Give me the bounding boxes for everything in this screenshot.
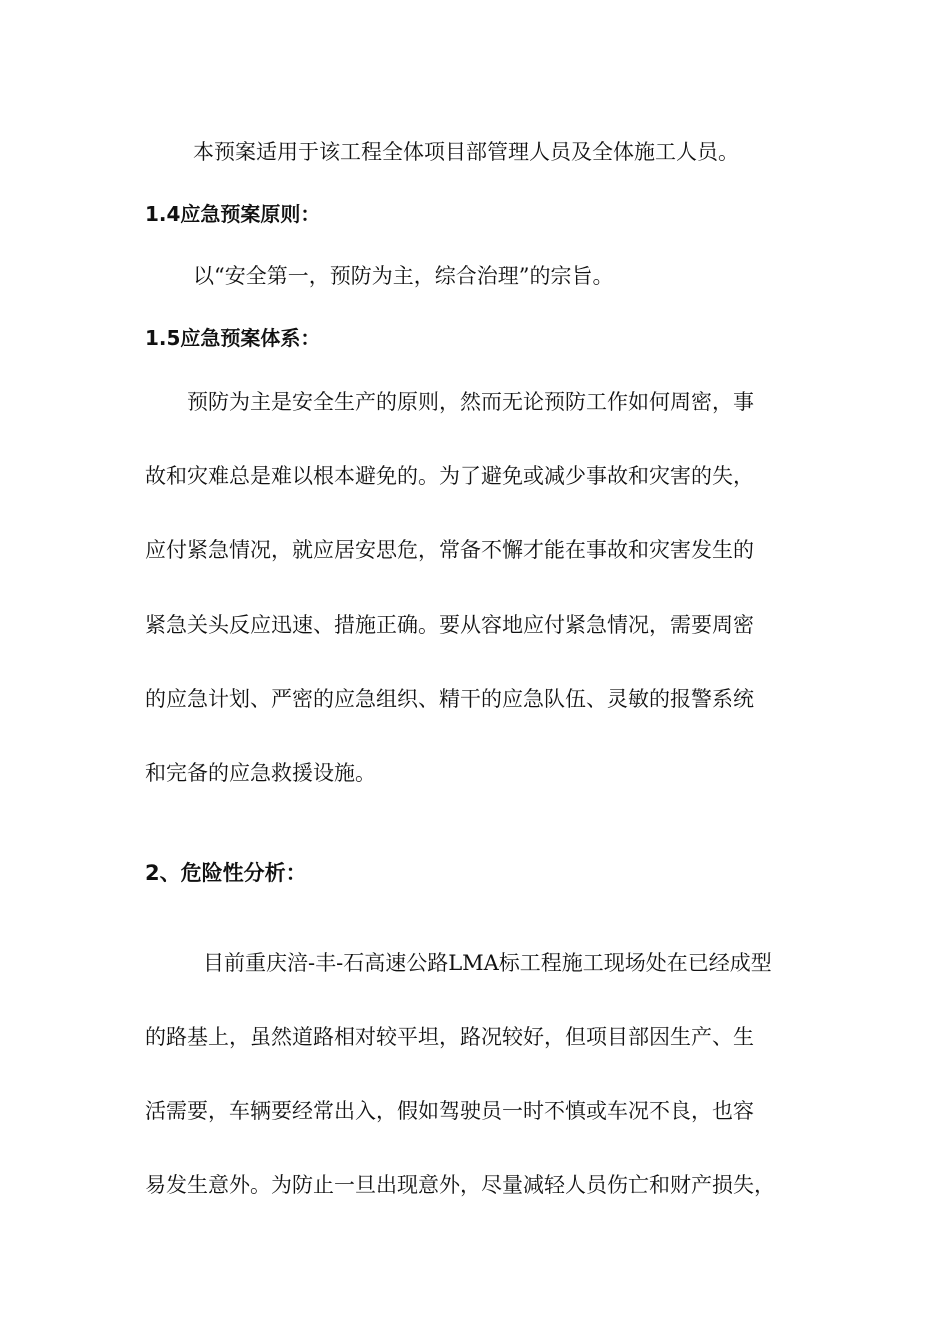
section-1-5-line-1: 预防为主是安全生产的原则，然而无论预防工作如何周密，事 xyxy=(187,390,754,414)
section-2-heading: 2、危险性分析： xyxy=(145,861,307,885)
scope-paragraph: 本预案适用于该工程全体项目部管理人员及全体施工人员。 xyxy=(193,140,739,164)
section-2-line-3: 活需要，车辆要经常出入，假如驾驶员一时不慎或车况不良，也容 xyxy=(145,1099,754,1123)
section-1-5-line-3: 应付紧急情况，就应居安思危，常备不懈才能在事故和灾害发生的 xyxy=(145,538,754,562)
section-1-5-line-2: 故和灾难总是难以根本避免的。为了避免或减少事故和灾害的失， xyxy=(145,464,754,488)
section-1-5-line-4: 紧急关头反应迅速、措施正确。要从容地应付紧急情况，需要周密 xyxy=(145,613,754,637)
section-1-5-line-5: 的应急计划、严密的应急组织、精干的应急队伍、灵敏的报警系统 xyxy=(145,687,754,711)
section-2-line-1: 目前重庆涪-丰-石高速公路LMA标工程施工现场处在已经成型 xyxy=(203,951,772,975)
section-1-5-line-6: 和完备的应急救援设施。 xyxy=(145,761,376,785)
section-2-line-4: 易发生意外。为防止一旦出现意外，尽量减轻人员伤亡和财产损失， xyxy=(145,1173,775,1197)
section-1-4-heading: 1.4应急预案原则： xyxy=(145,202,321,226)
section-1-4-body: 以“安全第一，预防为主，综合治理”的宗旨。 xyxy=(193,264,614,288)
section-1-5-heading: 1.5应急预案体系： xyxy=(145,326,321,350)
section-2-line-2: 的路基上，虽然道路相对较平坦，路况较好，但项目部因生产、生 xyxy=(145,1025,754,1049)
